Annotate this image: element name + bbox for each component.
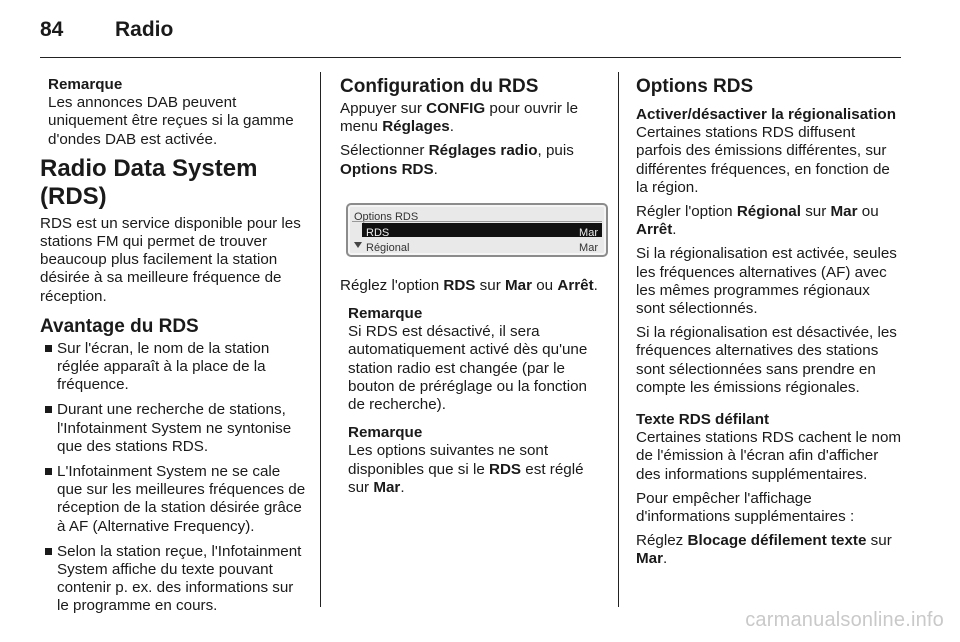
subheading-text-scroll: Texte RDS défilant [636, 411, 770, 429]
note-text: Si RDS est désactivé, il sera automatiquement activé dès qu'une station radio est changée (par le bouton de préréglage ou la fonction de recherche). [348, 323, 588, 414]
note-title: Remarque [48, 76, 123, 93]
text-scroll-prevent: Pour empêcher l'affichage d'informations supplémentaires : [636, 489, 855, 526]
regional-description: Certaines stations RDS diffusent parfois des émissions différentes, sur différentes fréquences, en fonction de la région. [636, 124, 890, 196]
bullet-square-icon [45, 548, 52, 555]
note-text: Les annonces DAB peuvent uniquement être reçues si la gamme d'ondes DAB est activée. [48, 94, 294, 148]
arrow-down-icon [354, 242, 362, 248]
note-rds-auto [340, 305, 605, 497]
text-scroll-instruction: Réglez Blocage défilement texte sur Mar. [636, 532, 892, 568]
screen-divider [352, 221, 602, 222]
section-title-rds: Radio Data System (RDS) [40, 154, 258, 210]
heading-config-rds: Configuration du RDS [340, 76, 539, 97]
note-title: Remarque [348, 424, 423, 442]
note-dab [40, 76, 306, 149]
screen-title: Options RDS [354, 210, 419, 223]
bullet-item: L'Infotainment System ne se cale que sur les meilleures fréquences de réception de la station désirée grâce à AF (Alternative Frequency). [40, 463, 306, 536]
bullet-square-icon [45, 468, 52, 475]
heading-avantage: Avantage du RDS [40, 315, 199, 337]
column-2 [340, 62, 605, 497]
bullet-square-icon [45, 406, 52, 413]
text-scroll-description: Certaines stations RDS cachent le nom de l'émission à l'écran afin d'afficher des informations supplémentaires. [636, 429, 902, 483]
column-divider-2 [618, 72, 619, 607]
page-number: 84 [40, 18, 64, 41]
regional-instruction: Régler l'option Régional sur Mar ou Arrêt. [636, 203, 879, 239]
page-header [40, 18, 920, 48]
rds-options-screen [346, 203, 608, 257]
select-instruction: Sélectionner Réglages radio, puis Options RDS. [340, 142, 574, 178]
subheading-regionalisation: Activer/désactiver la régionalisation [636, 106, 896, 123]
column-divider-1 [320, 72, 321, 607]
header-rule [40, 57, 901, 58]
column-1 [40, 62, 306, 616]
bullet-item: Sur l'écran, le nom de la station réglée apparaît à la place de la fréquence. [40, 340, 306, 395]
chapter-title: Radio [115, 18, 174, 41]
bullet-square-icon [45, 345, 52, 352]
screen-row-regional[interactable]: Régional Mar [352, 238, 602, 252]
regional-on-text: Si la régionalisation est activée, seules les fréquences alternatives (AF) avec les mêmes programmes régionaux sont sélectionnés. [636, 245, 897, 318]
rds-intro: RDS est un service disponible pour les stations FM qui permet de trouver beaucoup plus facilement la station désirée à sa meilleure fréquence de réception. [40, 214, 301, 305]
column-3 [636, 62, 902, 569]
note-text: Les options suivantes ne sont disponibles que si le RDS est réglé sur Mar. [348, 442, 584, 496]
bullet-item: Selon la station reçue, l'Infotainment System affiche du texte pouvant contenir p. ex. des informations sur le programme en cours. [40, 543, 306, 616]
regional-off-text: Si la régionalisation est désactivée, les fréquences alternatives des stations sont sélectionnées sans prendre en compte les émissions régionales. [636, 324, 897, 396]
screen-row-rds[interactable]: RDS Mar [362, 223, 602, 237]
heading-options-rds: Options RDS [636, 76, 754, 97]
bullet-item: Durant une recherche de stations, l'Infotainment System ne syntonise que des stations RDS. [40, 401, 306, 456]
note-title: Remarque [348, 305, 423, 323]
watermark-text: carmanualsonline.info [745, 609, 944, 631]
rds-option-instruction: Réglez l'option RDS sur Mar ou Arrêt. [340, 276, 598, 294]
config-instruction: Appuyer sur CONFIG pour ouvrir le menu Réglages. [340, 100, 579, 136]
